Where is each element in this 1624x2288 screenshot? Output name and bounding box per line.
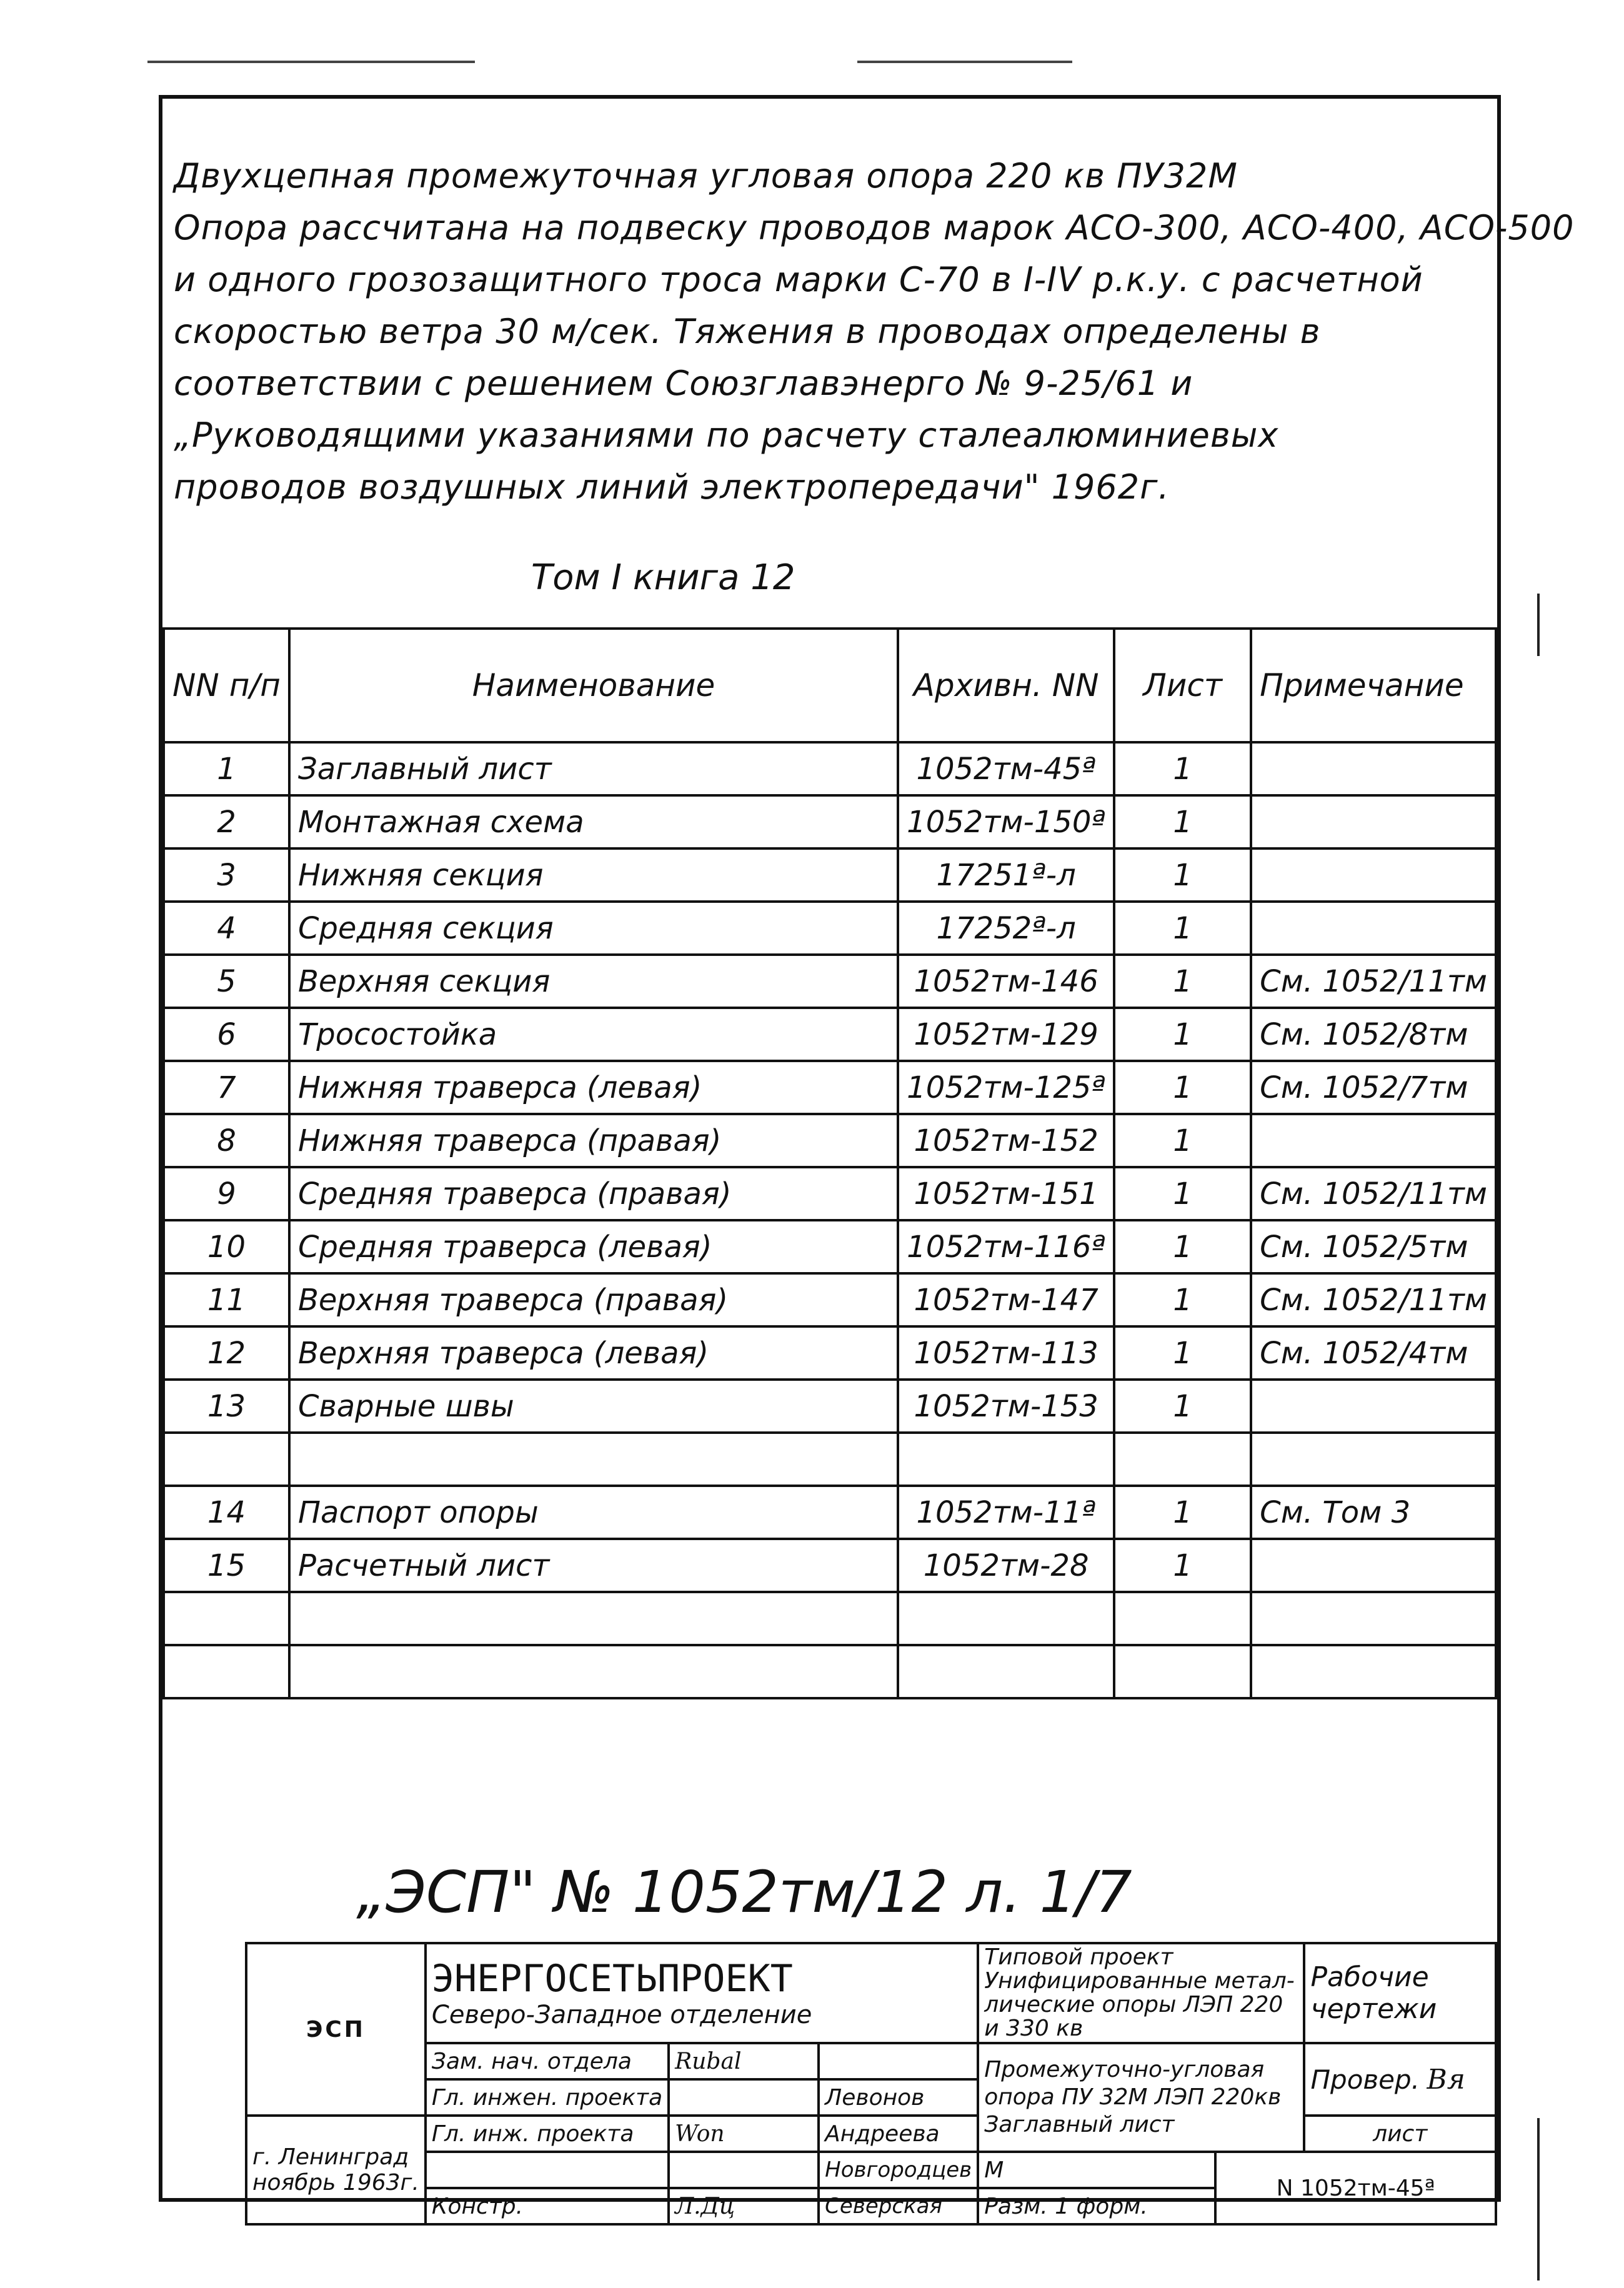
archive-number: 1052тм-146 — [898, 955, 1114, 1008]
item-name: Тросостойка — [289, 1008, 898, 1061]
sheet-count: 1 — [1114, 742, 1251, 795]
table-row — [164, 1220, 1496, 1273]
item-name: Нижняя траверса (левая) — [289, 1061, 898, 1114]
sheet-count: 1 — [1114, 1008, 1251, 1061]
table-row — [164, 1592, 1496, 1645]
table-row — [164, 1008, 1496, 1061]
format-label: Разм. 1 форм. — [978, 2188, 1215, 2224]
sheet-count: 1 — [1114, 1061, 1251, 1114]
item-name: Расчетный лист — [289, 1539, 898, 1592]
item-note — [1251, 742, 1496, 795]
sheet-count: 1 — [1114, 1273, 1251, 1326]
item-note — [1251, 1433, 1496, 1486]
name-4: Новгородцев — [819, 2152, 978, 2188]
role-2: Гл. инжен. проекта — [426, 2079, 669, 2116]
item-name: Нижняя траверса (правая) — [289, 1114, 898, 1167]
item-note: См. Том 3 — [1251, 1486, 1496, 1539]
row-number: 14 — [164, 1486, 289, 1539]
col-sheet-header: Лист — [1114, 629, 1251, 742]
table-row — [164, 848, 1496, 902]
archive-number: 1052тм-150ª — [898, 795, 1114, 848]
archive-number: 1052тм-152 — [898, 1114, 1114, 1167]
item-note — [1251, 902, 1496, 955]
sheet-title: Заглавный лист — [984, 2112, 1175, 2137]
row-number — [164, 1433, 289, 1486]
item-name: Верхняя секция — [289, 955, 898, 1008]
item-note: См. 1052/4тм — [1251, 1326, 1496, 1380]
table-row — [164, 1645, 1496, 1698]
col-archive-header: Архивн. NN — [898, 629, 1114, 742]
item-note: См. 1052/8тм — [1251, 1008, 1496, 1061]
name-3: Андреева — [819, 2116, 978, 2152]
archive-number — [898, 1433, 1114, 1486]
org-name: ЭНЕРГОСЕТЬПРОЕКТ — [431, 1957, 793, 2001]
row-number: 2 — [164, 795, 289, 848]
item-note — [1251, 1592, 1496, 1645]
item-name — [289, 1433, 898, 1486]
table-row — [164, 1486, 1496, 1539]
sheet-count — [1114, 1645, 1251, 1698]
org-cell — [426, 1943, 978, 2043]
row-number: 9 — [164, 1167, 289, 1220]
row-number: 4 — [164, 902, 289, 955]
intro-line: Двухцепная промежуточная угловая опора 220 кв ПУ32М — [174, 156, 1238, 196]
city: г. Ленинград — [252, 2144, 409, 2170]
intro-line: скоростью ветра 30 м/сек. Тяжения в проводах определены в — [174, 312, 1321, 351]
col-name-header: Наименование — [289, 629, 898, 742]
city-date-cell — [246, 2116, 426, 2224]
table-row — [164, 1061, 1496, 1114]
role-1: Зам. нач. отдела — [426, 2043, 669, 2079]
item-name: Верхняя траверса (правая) — [289, 1273, 898, 1326]
document-number: „ЭСП" № 1052тм/12 л. 1/7 — [356, 1859, 1132, 1926]
row-number: 1 — [164, 742, 289, 795]
item-note — [1251, 1645, 1496, 1698]
sheet-count: 1 — [1114, 1114, 1251, 1167]
table-row — [164, 1273, 1496, 1326]
archive-number: 1052тм-147 — [898, 1273, 1114, 1326]
intro-line: „Руководящими указаниями по расчету сталеалюминиевых — [174, 415, 1279, 455]
archive-number — [898, 1592, 1114, 1645]
top-rule-right — [857, 61, 1072, 63]
archive-number: 1052тм-129 — [898, 1008, 1114, 1061]
row-number: 13 — [164, 1380, 289, 1433]
role-4 — [426, 2152, 669, 2188]
sheet-count: 1 — [1114, 1380, 1251, 1433]
sheet-count: 1 — [1114, 955, 1251, 1008]
drawing-title: Промежуточно-угловая опора ПУ 32М ЛЭП 220кв — [984, 2057, 1282, 2110]
signature-4 — [669, 2152, 819, 2188]
table-row — [164, 1539, 1496, 1592]
table-row — [164, 955, 1496, 1008]
volume-label: Том I книга 12 — [531, 557, 795, 598]
item-name: Средняя секция — [289, 902, 898, 955]
row-number: 7 — [164, 1061, 289, 1114]
item-name: Верхняя траверса (левая) — [289, 1326, 898, 1380]
item-note — [1251, 1114, 1496, 1167]
item-note — [1251, 795, 1496, 848]
item-note: См. 1052/5тм — [1251, 1220, 1496, 1273]
table-row — [164, 1380, 1496, 1433]
title-block — [245, 1942, 1497, 2226]
intro-text — [174, 150, 1575, 513]
title-cell — [978, 2043, 1304, 2152]
role-5: Констр. — [426, 2188, 669, 2224]
checked-cell — [1304, 2043, 1496, 2116]
table-row — [164, 1326, 1496, 1380]
item-name — [289, 1645, 898, 1698]
table-row — [164, 1433, 1496, 1486]
row-number: 5 — [164, 955, 289, 1008]
checked-label: Провер. — [1310, 2064, 1420, 2095]
item-note: См. 1052/11тм — [1251, 955, 1496, 1008]
item-name: Монтажная схема — [289, 795, 898, 848]
archive-number: 1052тм-151 — [898, 1167, 1114, 1220]
item-name: Заглавный лист — [289, 742, 898, 795]
archive-number: 17251ª-л — [898, 848, 1114, 902]
col-nn-header: NN п/п — [164, 629, 289, 742]
sheet-count: 1 — [1114, 1539, 1251, 1592]
row-number: 10 — [164, 1220, 289, 1273]
contents-table — [162, 627, 1497, 1699]
table-row — [164, 902, 1496, 955]
row-number: 3 — [164, 848, 289, 902]
row-number: 12 — [164, 1326, 289, 1380]
item-note — [1251, 1380, 1496, 1433]
sheet-count — [1114, 1433, 1251, 1486]
sheet-label: лист — [1304, 2116, 1496, 2152]
archive-number: 1052тм-153 — [898, 1380, 1114, 1433]
table-row — [164, 742, 1496, 795]
sheet-count: 1 — [1114, 902, 1251, 955]
sheet-count: 1 — [1114, 1220, 1251, 1273]
row-number: 6 — [164, 1008, 289, 1061]
archive-number: 1052тм-11ª — [898, 1486, 1114, 1539]
item-name: Сварные швы — [289, 1380, 898, 1433]
sheet-count: 1 — [1114, 1326, 1251, 1380]
sheet-count: 1 — [1114, 1167, 1251, 1220]
top-rule-left — [147, 61, 475, 63]
archive-number: 1052тм-125ª — [898, 1061, 1114, 1114]
date: ноябрь 1963г. — [252, 2170, 419, 2196]
name-1 — [819, 2043, 978, 2079]
drawing-type: Рабочие чертежи — [1304, 1943, 1496, 2043]
scale-label: М — [978, 2152, 1215, 2188]
archive-number: 1052тм-113 — [898, 1326, 1114, 1380]
archive-number: 17252ª-л — [898, 902, 1114, 955]
item-note — [1251, 1539, 1496, 1592]
signature-2 — [669, 2079, 819, 2116]
item-note: См. 1052/7тм — [1251, 1061, 1496, 1114]
org-dept: Северо-Западное отделение — [431, 2001, 812, 2029]
item-note: См. 1052/11тм — [1251, 1273, 1496, 1326]
archive-number: 1052тм-116ª — [898, 1220, 1114, 1273]
sheet-count — [1114, 1592, 1251, 1645]
item-name: Средняя траверса (правая) — [289, 1167, 898, 1220]
archive-number — [898, 1645, 1114, 1698]
sheet-count: 1 — [1114, 1486, 1251, 1539]
project-type: Типовой проект Унифицированные метал-лические опоры ЛЭП 220 и 330 кв — [978, 1943, 1304, 2043]
signature-1: Rubal — [669, 2043, 819, 2079]
row-number: 15 — [164, 1539, 289, 1592]
margin-mark — [1537, 594, 1540, 656]
sheet-count: 1 — [1114, 795, 1251, 848]
name-2: Левонов — [819, 2079, 978, 2116]
archive-number: 1052тм-28 — [898, 1539, 1114, 1592]
archive-number: 1052тм-45ª — [898, 742, 1114, 795]
logo: ЭСП — [246, 1943, 426, 2116]
item-name — [289, 1592, 898, 1645]
table-row — [164, 1114, 1496, 1167]
item-note: См. 1052/11тм — [1251, 1167, 1496, 1220]
margin-mark — [1537, 2118, 1540, 2281]
intro-line: проводов воздушных линий электропередачи" 1962г. — [174, 467, 1170, 507]
role-3: Гл. инж. проекта — [426, 2116, 669, 2152]
table-row — [164, 1167, 1496, 1220]
row-number: 11 — [164, 1273, 289, 1326]
intro-line: и одного грозозащитного троса марки С-70 в I-IV р.к.у. с расчетной — [174, 260, 1423, 299]
item-note — [1251, 848, 1496, 902]
item-name: Нижняя секция — [289, 848, 898, 902]
checked-signature: Вя — [1427, 2063, 1465, 2096]
name-5: Северская — [819, 2188, 978, 2224]
signature-5: Л.Дц — [669, 2188, 819, 2224]
signature-3: Won — [669, 2116, 819, 2152]
document-code: N 1052тм-45ª — [1215, 2152, 1496, 2224]
item-name: Средняя траверса (левая) — [289, 1220, 898, 1273]
table-header-row — [164, 629, 1496, 742]
item-name: Паспорт опоры — [289, 1486, 898, 1539]
col-note-header: Примечание — [1251, 629, 1496, 742]
table-row — [164, 795, 1496, 848]
row-number: 8 — [164, 1114, 289, 1167]
intro-line: Опора рассчитана на подвеску проводов марок АСО-300, АСО-400, АСО-500 — [174, 208, 1575, 247]
row-number — [164, 1645, 289, 1698]
row-number — [164, 1592, 289, 1645]
sheet-count: 1 — [1114, 848, 1251, 902]
intro-line: соответствии с решением Союзглавэнерго № 9-25/61 и — [174, 364, 1193, 403]
